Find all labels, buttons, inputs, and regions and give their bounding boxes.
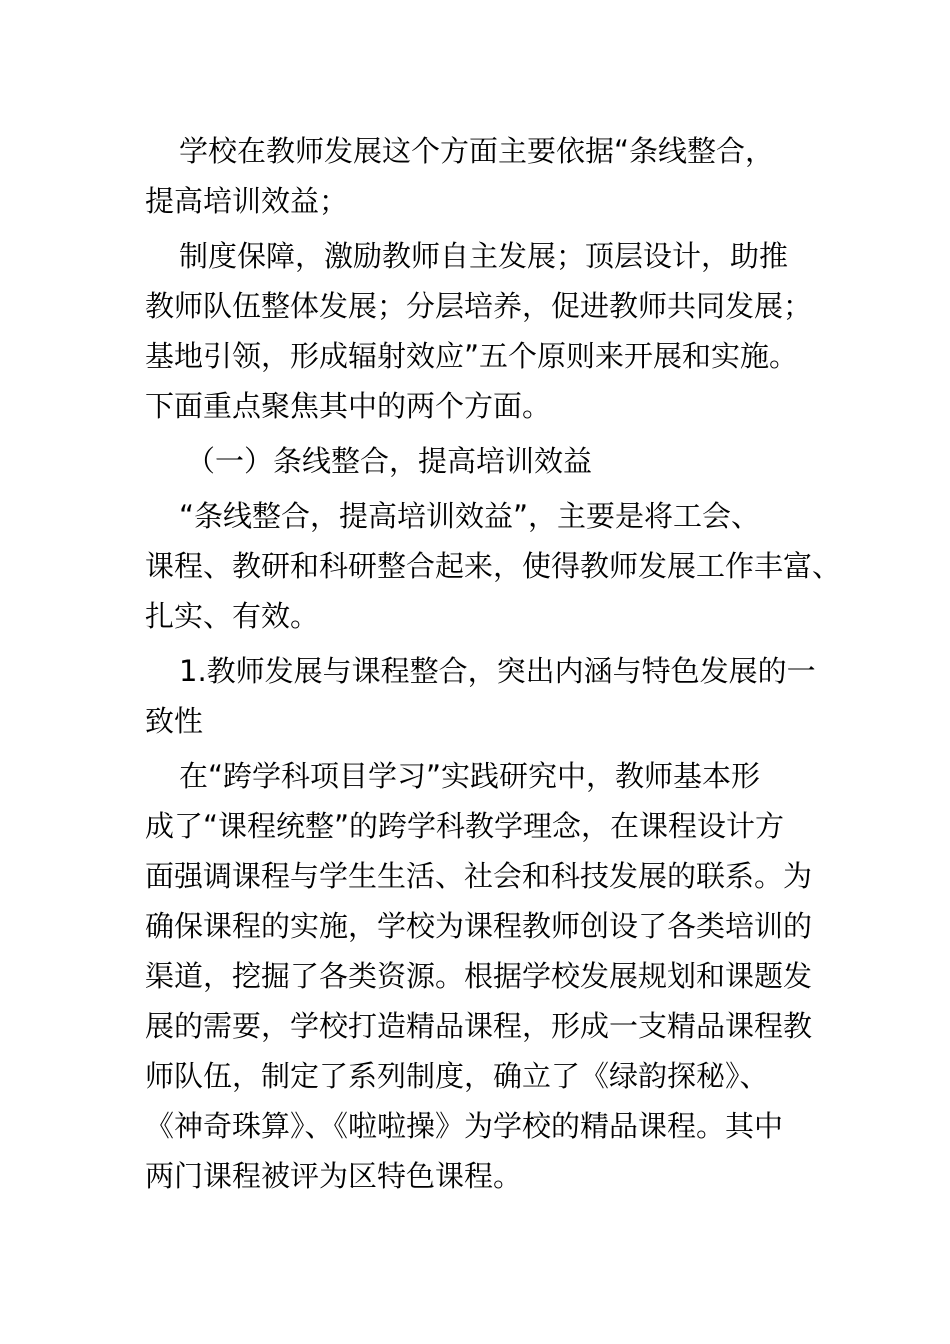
subheading-body-line-1: 在“跨学科项目学习”实践研究中，教师基本形	[179, 759, 761, 793]
subheading-body-line-7: 师队伍，制定了系列制度，确立了《绿韵探秘》、	[145, 1059, 769, 1093]
paragraph-principles-line-1: 制度保障，激励教师自主发展；顶层设计，助推	[179, 239, 789, 273]
paragraph-intro-line-1: 学校在教师发展这个方面主要依据“条线整合，	[179, 134, 775, 168]
subheading-line-2: 致性	[145, 704, 204, 738]
section-body-line-2: 课程、教研和科研整合起来，使得教师发展工作丰富、	[145, 549, 842, 583]
paragraph-intro-line-2: 提高培训效益；	[145, 184, 349, 218]
section-body-line-3: 扎实、有效。	[145, 599, 320, 633]
subheading-body-line-9: 两门课程被评为区特色课程。	[145, 1159, 523, 1193]
paragraph-principles-line-2: 教师队伍整体发展；分层培养，促进教师共同发展；	[145, 289, 813, 323]
subheading-body-line-4: 确保课程的实施，学校为课程教师创设了各类培训的	[145, 909, 813, 943]
subheading-body-line-2: 成了“课程统整”的跨学科教学理念，在课程设计方	[145, 809, 785, 843]
paragraph-principles-line-4: 下面重点聚焦其中的两个方面。	[145, 389, 552, 423]
subheading-body-line-8: 《神奇珠算》、《啦啦操》为学校的精品课程。其中	[145, 1109, 784, 1143]
subheading-body-line-6: 展的需要，学校打造精品课程，形成一支精品课程教	[145, 1009, 813, 1043]
paragraph-principles-line-3: 基地引领，形成辐射效应”五个原则来开展和实施。	[145, 339, 799, 373]
subheading-body-line-3: 面强调课程与学生生活、社会和科技发展的联系。为	[145, 859, 813, 893]
section-body-line-1: “条线整合，提高培训效益”，主要是将工会、	[179, 499, 761, 533]
subheading-body-line-5: 渠道，挖掘了各类资源。根据学校发展规划和课题发	[145, 959, 813, 993]
section-heading: （一）条线整合，提高培训效益	[186, 444, 593, 478]
subheading-line-1: 1.教师发展与课程整合，突出内涵与特色发展的一	[179, 654, 816, 688]
